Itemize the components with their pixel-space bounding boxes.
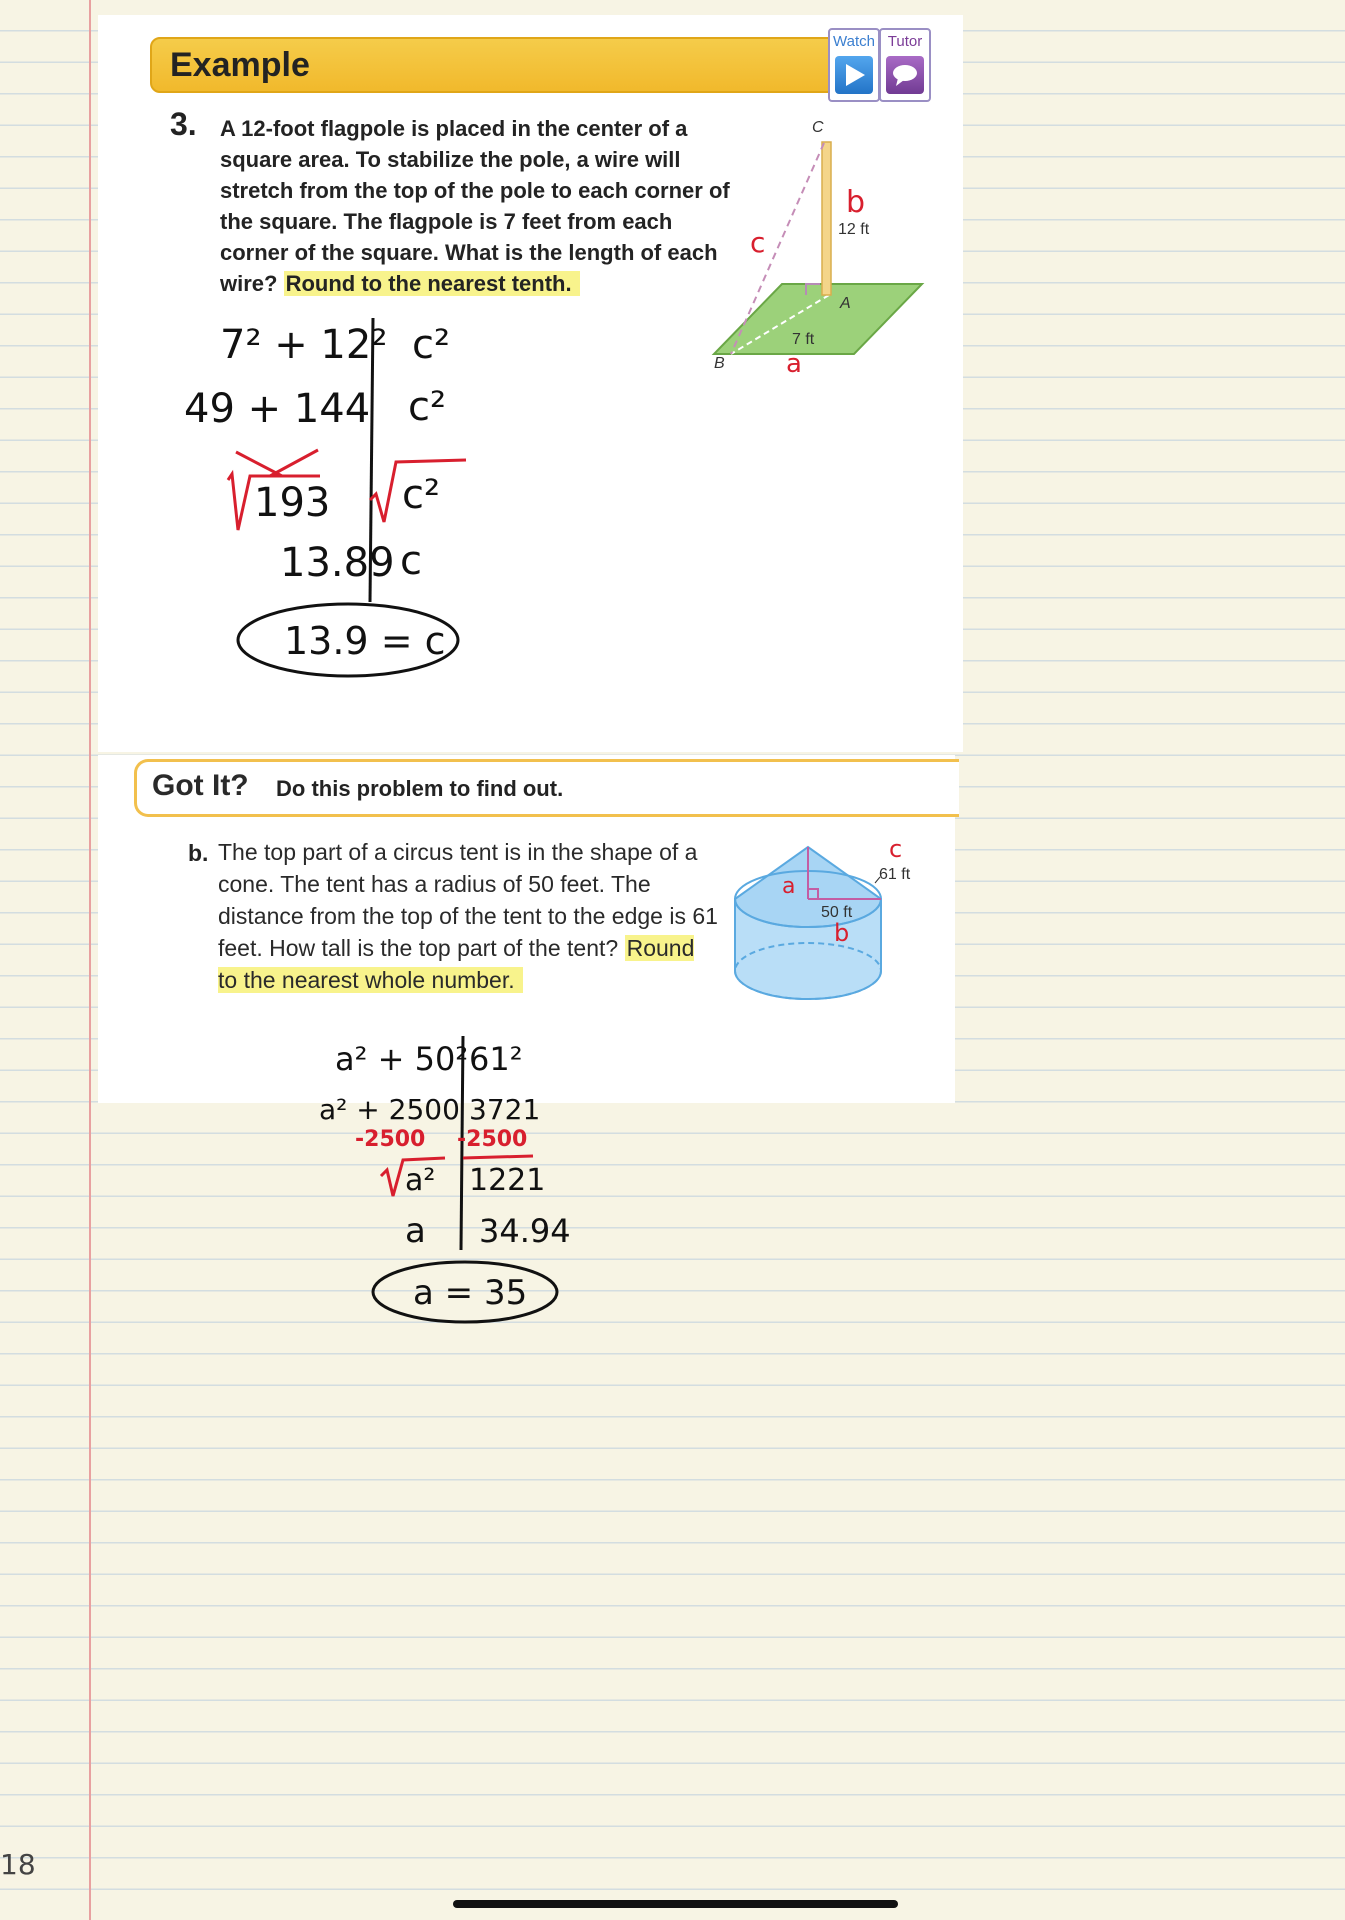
got-it-handwritten-work xyxy=(315,1030,615,1313)
annot-a: a xyxy=(786,349,802,379)
tutor-label: Tutor xyxy=(887,33,923,50)
work-line2-left: 49 + 144 xyxy=(184,386,371,432)
work-answer: 13.9 = c xyxy=(284,619,446,663)
annot-b-tent: b xyxy=(834,919,850,947)
radius-label: 50 ft xyxy=(821,904,853,921)
annot-a-tent: a xyxy=(782,874,796,899)
watch-label: Watch xyxy=(833,33,875,50)
flagpole xyxy=(822,142,831,295)
base-label: 7 ft xyxy=(792,331,815,348)
work-line1-right: c² xyxy=(412,322,451,368)
watch-button[interactable] xyxy=(828,28,880,102)
problem-number: 3. xyxy=(170,106,197,142)
height-label: 12 ft xyxy=(838,221,870,238)
part-highlight: Round to the nearest whole number. xyxy=(218,935,695,993)
work-line2-right: c² xyxy=(408,384,447,430)
work2-line1-left: a² + 50² xyxy=(335,1040,469,1078)
got-it-instruction: Do this problem to find out. xyxy=(276,776,564,801)
got-it-label: Got It? xyxy=(152,769,249,802)
notebook-margin-line xyxy=(89,0,91,1920)
play-icon xyxy=(835,56,873,94)
home-indicator[interactable] xyxy=(453,1900,898,1908)
part-text: The top part of a circus tent is in the shape of a cone. The tent has a radius of 50 feet. The distance from the top of the tent to the edge is 61 feet. How tall is the top part of the tent? xyxy=(218,839,718,961)
work-line4-left: 13.89 xyxy=(280,540,395,586)
problem-highlight: Round to the nearest tenth. xyxy=(284,271,580,296)
example-handwritten-work xyxy=(170,310,490,680)
square-ground xyxy=(714,284,922,354)
cross-out-mark xyxy=(236,450,318,476)
example-title: Example xyxy=(170,46,310,84)
work2-line3-right: -2500 xyxy=(457,1127,528,1152)
label-c-top: C xyxy=(812,119,824,136)
problem-text: A 12-foot flagpole is placed in the center of a square area. To stabilize the pole, a wire will stretch from the top of the pole to each corner of the square. The flagpole is 7 feet from each corner of the square. What is the length of each wire? xyxy=(220,116,730,296)
part-letter: b. xyxy=(188,840,209,866)
speech-bubble-icon xyxy=(886,56,924,94)
work2-line2-left: a² + 2500 xyxy=(319,1093,460,1126)
work2-line3-left: -2500 xyxy=(355,1127,426,1152)
flagpole-diagram xyxy=(700,110,960,380)
problem-statement xyxy=(220,113,740,299)
circus-tent-diagram xyxy=(725,815,955,1005)
label-b-point: B xyxy=(714,355,725,372)
work2-line2-right: 3721 xyxy=(469,1093,541,1126)
work2-line5-left: a xyxy=(405,1211,426,1251)
annot-c-tent: c xyxy=(889,835,903,863)
annot-b: b xyxy=(846,185,866,220)
work2-line4-left: a² xyxy=(405,1163,436,1198)
annot-c: c xyxy=(750,226,766,259)
radical-1221 xyxy=(463,1156,533,1158)
work-line3-right: c² xyxy=(402,472,441,518)
work2-line4-right: 1221 xyxy=(469,1163,546,1198)
work-line1-left: 7² + 12² xyxy=(220,322,388,368)
part-statement xyxy=(218,836,718,996)
label-a-point: A xyxy=(840,295,851,312)
page-number: 18 xyxy=(0,1848,36,1881)
work-line4-right: c xyxy=(400,538,422,584)
work2-answer: a = 35 xyxy=(413,1273,528,1313)
tutor-button[interactable] xyxy=(879,28,931,102)
work-line3-left: 193 xyxy=(254,480,331,526)
work2-line5-right: 34.94 xyxy=(479,1212,571,1250)
slant-label: 61 ft xyxy=(879,866,911,883)
work2-line1-right: 61² xyxy=(469,1040,523,1078)
